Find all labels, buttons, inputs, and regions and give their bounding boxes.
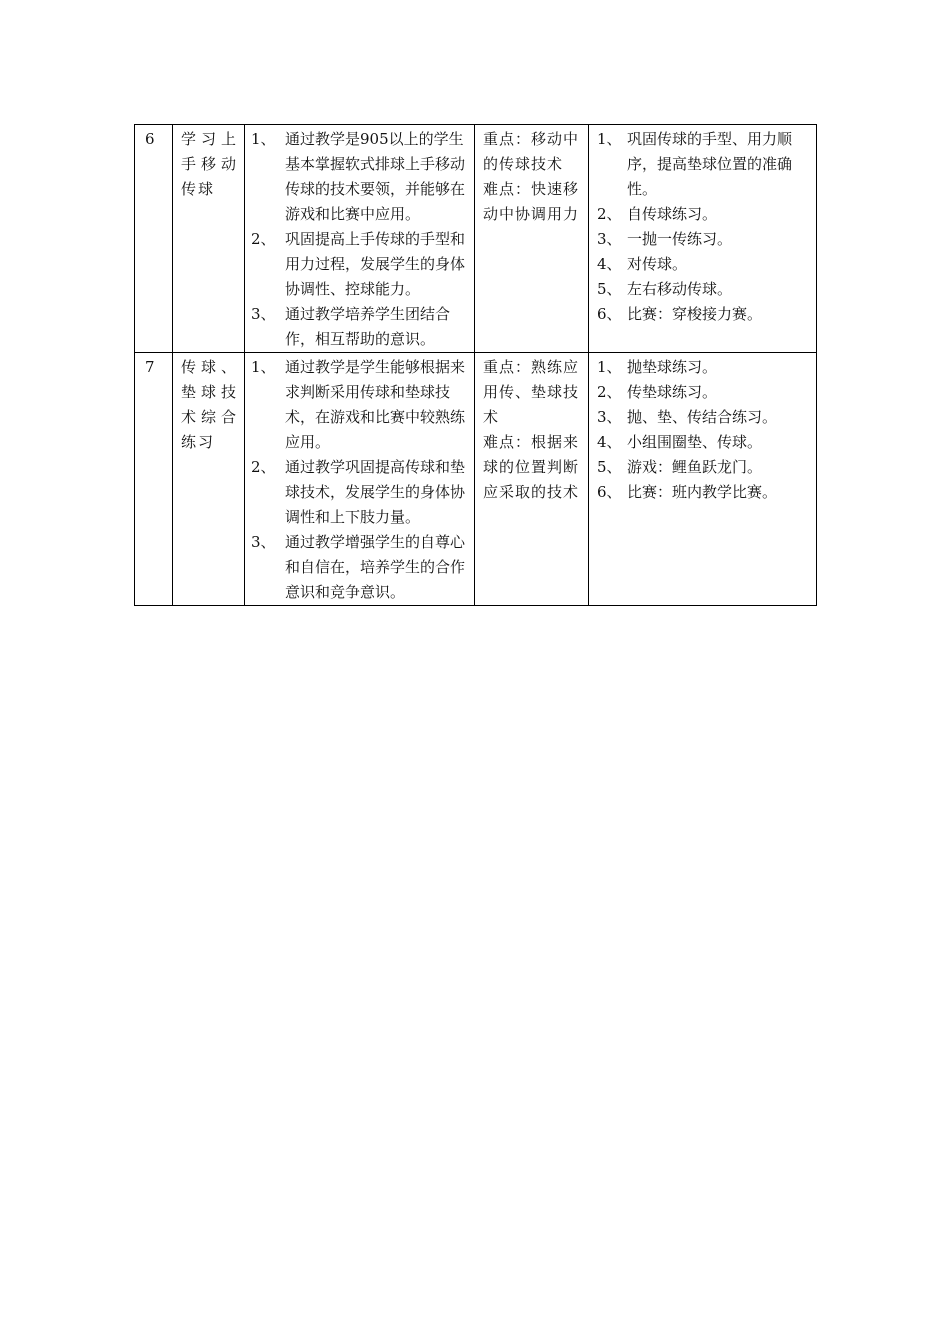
list-marker: 5、 [597,458,622,476]
activities-cell [589,125,817,353]
list-item [597,380,810,405]
list-item [253,302,468,352]
list-item [253,227,468,302]
list-item-text: 左右移动传球。 [627,280,733,298]
list-item-text: 游戏：鲤鱼跃龙门。 [627,458,763,476]
teaching-goals-cell [245,125,475,353]
list-item-text: 通过教学是905以上的学生基本掌握软式排球上手移动传球的技术要领，并能够在游戏和比赛中应用。 [285,130,466,223]
list-item [253,455,468,530]
list-marker: 1、 [597,130,622,148]
list-marker: 2、 [597,383,622,401]
activities-list [597,127,810,327]
lesson-topic: 传球、垫球技术综合练习 [173,353,245,606]
list-item-text: 比赛：班内教学比赛。 [627,483,778,501]
lesson-plan-table [134,124,817,606]
list-marker: 2、 [251,458,276,476]
list-marker: 1、 [251,358,276,376]
list-item [253,530,468,605]
key-difficult-points-cell [475,125,589,353]
list-item [597,252,810,277]
list-marker: 6、 [597,483,622,501]
lesson-number: 6 [135,125,173,353]
list-item-text: 传垫球练习。 [627,383,718,401]
list-marker: 3、 [597,408,622,426]
list-item [597,480,810,505]
list-marker: 6、 [597,305,622,323]
list-marker: 2、 [251,230,276,248]
list-item [597,302,810,327]
list-item-text: 抛垫球练习。 [627,358,718,376]
list-item-text: 小组围圈垫、传球。 [627,433,763,451]
teaching-goals-list [253,127,468,352]
list-item-text: 比赛：穿梭接力赛。 [627,305,763,323]
difficult-point: 难点：快速移动中协调用力 [483,180,580,223]
list-item-text: 对传球。 [627,255,688,273]
list-marker: 1、 [251,130,276,148]
list-item-text: 抛、垫、传结合练习。 [627,408,778,426]
list-item-text: 通过教学是学生能够根据来求判断采用传球和垫球技术，在游戏和比赛中较熟练应用。 [285,358,466,451]
difficult-point: 难点：根据来球的位置判断应采取的技术 [483,433,580,501]
list-marker: 5、 [597,280,622,298]
teaching-goals-list [253,355,468,605]
list-item [597,277,810,302]
list-item [597,455,810,480]
teaching-goals-cell [245,353,475,606]
list-item-text: 巩固传球的手型、用力顺序，提高垫球位置的准确性。 [627,130,793,198]
list-marker: 3、 [251,533,276,551]
table-row [135,353,817,606]
list-item-text: 自传球练习。 [627,205,718,223]
list-marker: 4、 [597,433,622,451]
list-item-text: 通过教学增强学生的自尊心和自信在，培养学生的合作意识和竞争意识。 [285,533,466,601]
lesson-number: 7 [135,353,173,606]
list-item [597,430,810,455]
list-marker: 2、 [597,205,622,223]
list-item [597,202,810,227]
list-item [597,405,810,430]
list-item [253,355,468,455]
list-marker: 3、 [251,305,276,323]
key-point: 重点：熟练应用传、垫球技术 [483,358,580,426]
list-item-text: 巩固提高上手传球的手型和用力过程，发展学生的身体协调性、控球能力。 [285,230,466,298]
list-item-text: 通过教学巩固提高传球和垫球技术，发展学生的身体协调性和上下肢力量。 [285,458,466,526]
list-item [253,127,468,227]
list-item [597,227,810,252]
list-item [597,355,810,380]
list-marker: 3、 [597,230,622,248]
list-marker: 4、 [597,255,622,273]
activities-list [597,355,810,505]
key-difficult-points-cell [475,353,589,606]
table-row [135,125,817,353]
key-point: 重点：移动中的传球技术 [483,130,580,173]
activities-cell [589,353,817,606]
list-marker: 1、 [597,358,622,376]
lesson-topic: 学习上手移动传球 [173,125,245,353]
list-item-text: 一抛一传练习。 [627,230,733,248]
list-item [597,127,810,202]
list-item-text: 通过教学培养学生团结合作，相互帮助的意识。 [285,305,451,348]
